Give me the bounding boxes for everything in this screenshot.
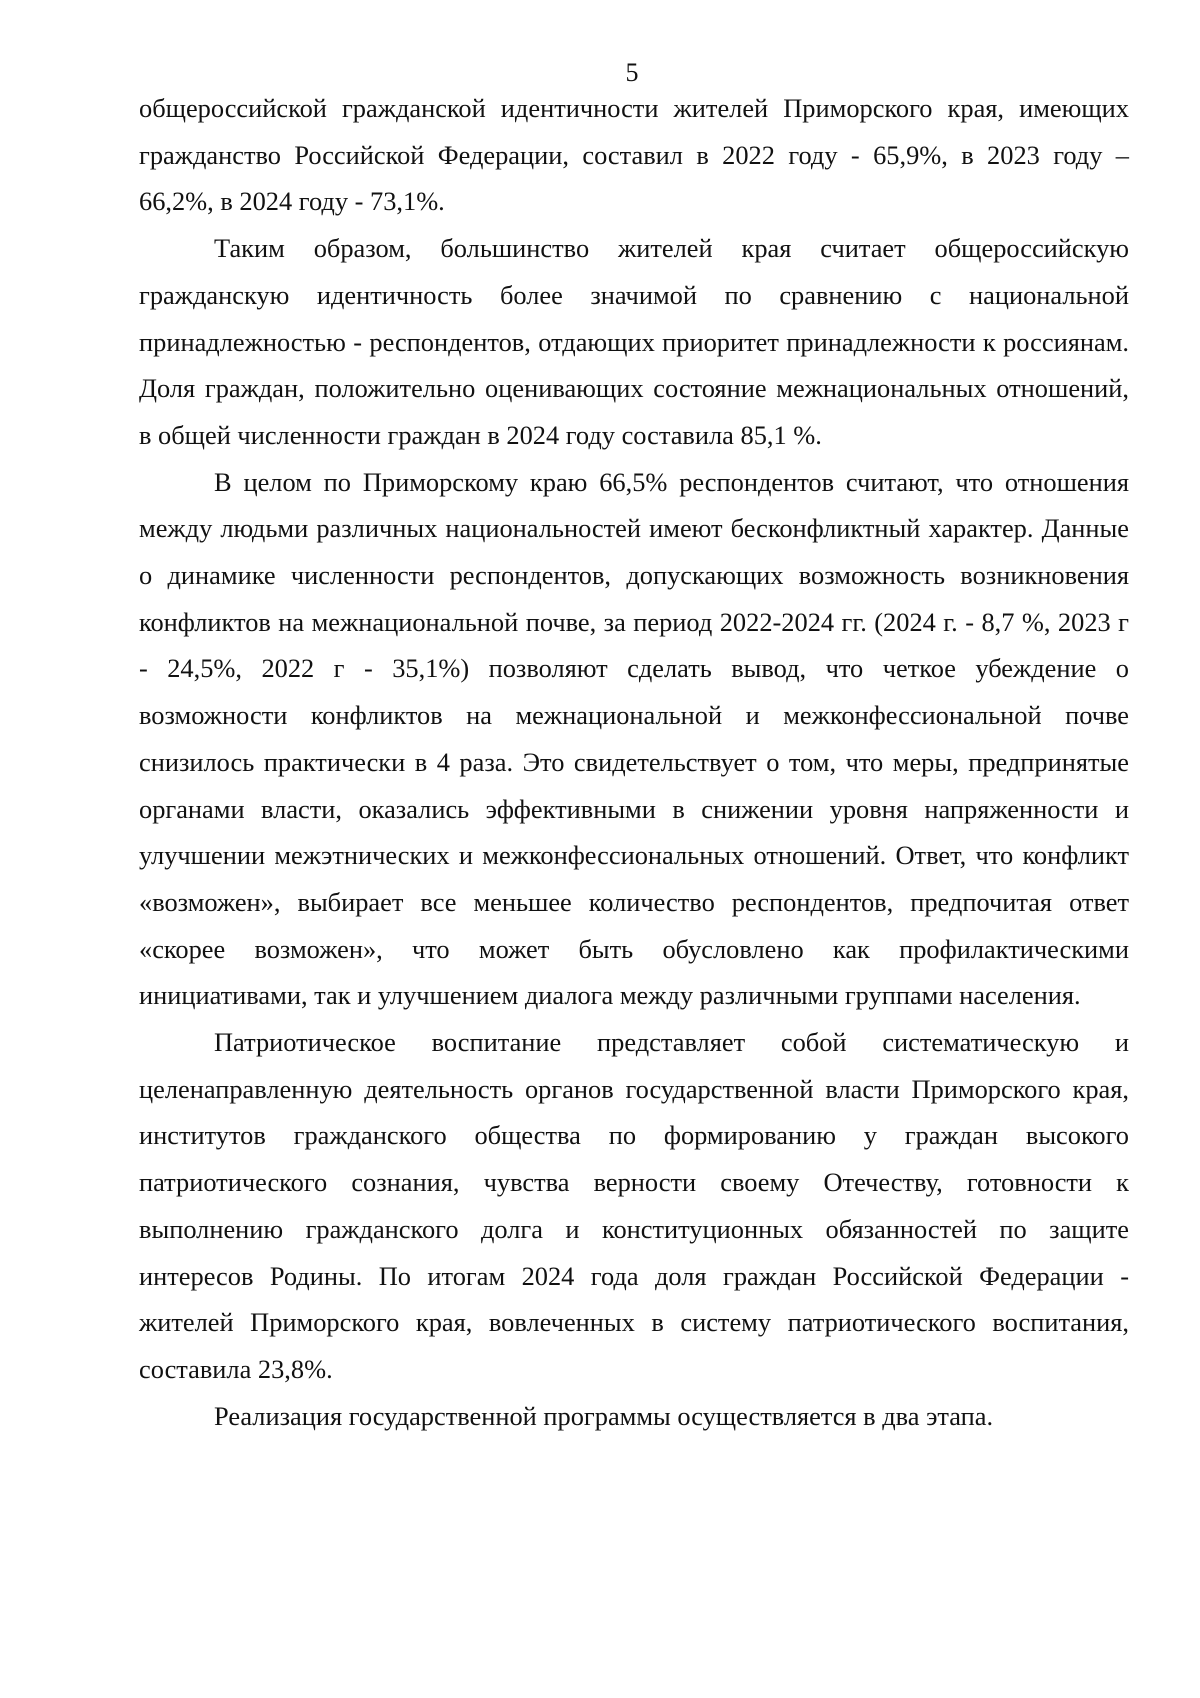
paragraph-interethnic-relations: В целом по Приморскому краю 66,5% респондентов считают, что отношения между людьми различных национальностей имеют бесконфликтный характер. Данные о динамике численности респондентов, допускающих возможность возникновения конфликтов на межнациональной почве, за период 2022-2024 гг. (2024 г. - 8,7 %, 2023 г - 24,5%, 2022 г - 35,1%) позволяют сделать вывод, что четкое убеждение о возможности конфликтов на межнациональной и межконфессиональной почве снизилось практически в 4 раза. Это свидетельствует о том, что меры, предпринятые органами власти, оказались эффективными в снижении уровня напряженности и улучшении межэтнических и межконфессиональных отношений. Ответ, что конфликт «возможен», выбирает все меньшее количество респондентов, предпочитая ответ «скорее возможен», что может быть обусловлено как профилактическими инициативами, так и улучшением диалога между различными группами населения. [139,466,1129,1011]
page-number: 5 [625,58,639,87]
paragraph-patriotic-education: Патриотическое воспитание представляет собой систематическую и целенаправленную деятельность органов государственной власти Приморского края, институтов гражданского общества по формированию у граждан высокого патриотического сознания, чувства верности своему Отечеству, готовности к выполнению гражданского долга и конституционных обязанностей по защите интересов Родины. По итогам 2024 года доля граждан Российской Федерации - жителей Приморского края, вовлеченных в систему патриотического воспитания, составила 23,8%. [139,1027,1129,1384]
paragraph-civic-identity: Таким образом, большинство жителей края считает общероссийскую гражданскую идентичность более значимой по сравнению с национальной принадлежностью - респондентов, отдающих приоритет принадлежности к россиянам. Доля граждан, положительно оценивающих состояние межнациональных отношений, в общей численности граждан в 2024 году составила 85,1 %. [139,233,1129,450]
paragraph-identity-share: общероссийской гражданской идентичности жителей Приморского края, имеющих гражданство Российской Федерации, составил в 2022 году - 65,9%, в 2023 году – 66,2%, в 2024 году - 73,1%. [139,93,1129,217]
paragraph-program-stages: Реализация государственной программы осуществляется в два этапа. [214,1400,994,1431]
document-body [139,85,1129,1439]
